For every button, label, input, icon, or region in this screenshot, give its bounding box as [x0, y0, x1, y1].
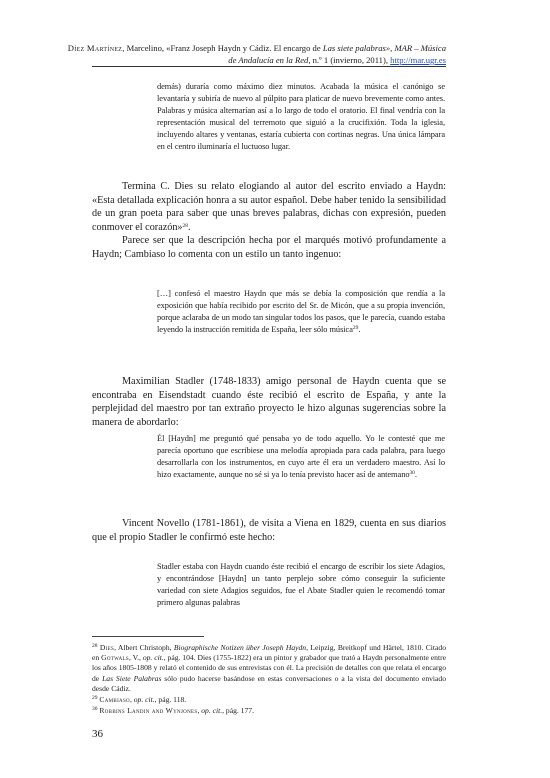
- quote-cambiaso-end: .: [358, 325, 361, 334]
- footnote-28-cited-author: Gotwals: [101, 653, 129, 663]
- footnote-30: [92, 706, 446, 716]
- quote-oratorio-description: demás) duraría como máximo diez minutos. Acabada la música el canónigo se levantaría y subiría de nuevo al púlpito para platicar de nuevo brevemente como antes. Palabras y música alternarían así a lo largo de todo el oratorio. El final vendría con la representación musical del terremoto que siguió a la crucifixión. Toda la iglesia, incluyendo altares y ventanas, estaría cubierta con cortinas negras. Una única lámpara en el centro iluminaría el luctuoso lugar.: [157, 82, 445, 151]
- footnote-28-text-c: , V.,: [128, 653, 143, 663]
- header-journal: », MAR – Música de Andalucía en la Red: [228, 43, 446, 65]
- paragraph-novello: Vincent Novello (1781-1861), de visita a Viena en 1829, cuenta en sus diarios que el propio Stadler le confirmó este hecho:: [92, 518, 446, 543]
- footnote-29-opcit: op. cit.: [133, 695, 155, 705]
- paragraph-dies: [92, 180, 446, 234]
- footnote-ref-30[interactable]: 30: [409, 470, 415, 476]
- footnote-28-text-e: sólo pudo hacerse basándose en estas conversaciones o a la vista del documento enviado desde Cádiz.: [92, 673, 446, 693]
- quote-cambiaso-text: […] confesó el maestro Haydn que más se debía la composición que rendía a la exposición que había recibido por escrito del Sr. de Micón, que a su propia invención, porque aclaraba de un modo tan singular todos los pasos, que le parecía, cuando estaba leyendo la instrucción remitida de España, leer sólo música: [157, 289, 445, 334]
- footnote-30-text-b: , pág. 177.: [222, 706, 254, 716]
- header-citation: , Marcelino, «Franz Joseph Haydn y Cádiz. El encargo de: [122, 43, 323, 53]
- footnote-ref-29[interactable]: 29: [352, 325, 359, 331]
- footnote-28-text-a: , Albert Christoph,: [114, 643, 174, 652]
- paragraph-cambiaso: Parece ser que la descripción hecha por el marqués motivó profundamente a Haydn; Cambiaso lo comenta con un estilo un tanto ingenuo:: [92, 235, 446, 260]
- footnote-28-work: Las Siete Palabras: [102, 673, 162, 683]
- quote-novello: Stadler estaba con Haydn cuando éste recibió el encargo de escribir los siete Adagios, y encontrándose [Haydn] un tanto perplejo sobre cómo conseguir la suficiente variedad con siete Adagios seguidos, fue el Abate Stadler quien le recomendó tomar primero algunas palabras: [157, 562, 445, 607]
- footnotes: [92, 643, 446, 717]
- footnote-29-text-b: , pág. 118.: [154, 695, 187, 705]
- footnote-29-text-a: ,: [129, 695, 134, 705]
- quote-stadler-text: Él [Haydn] me preguntó qué pensaba yo de todo aquello. Yo le contesté que me parecía oportuno que escribiese una melodía apropiada para cada palabra, para luego desarrollarla con los instrumentos, en cuyo arte él era un verdadero maestro. Así lo hizo exactamente, aunque no sé si ya lo tenía previsto hacer así de antemano: [157, 434, 445, 479]
- footnote-30-author: Robbins Landin and Wynjones: [99, 706, 198, 716]
- quote-stadler: [157, 433, 445, 481]
- footnote-30-opcit: op. cit.: [201, 706, 223, 716]
- footnote-29-author: Cambiaso: [99, 695, 130, 705]
- footnote-28-author: Dies: [99, 643, 115, 652]
- header-work-title: Las siete palabras: [322, 43, 386, 53]
- paragraph-dies-end: .: [188, 221, 191, 233]
- footnote-29: [92, 695, 446, 705]
- page-number: 36: [92, 728, 103, 740]
- running-header: [66, 42, 446, 66]
- journal-link[interactable]: http://mar.ugr.es: [390, 55, 446, 65]
- footnote-ref-28[interactable]: 28: [182, 222, 189, 229]
- footnote-28-number: 28: [92, 643, 98, 649]
- paragraph-dies-text: Termina C. Dies su relato elogiando al autor del escrito enviado a Haydn: «Esta detallada explicación honra a su autor español. Debe haber tenido la sensibilidad de un gran poeta para saber que unas breves palabras, dichas con expresión, pueden conmover el corazón»: [92, 181, 446, 233]
- quote-cambiaso: [157, 288, 445, 336]
- quote-stadler-end: .: [414, 470, 417, 479]
- header-author: Díez Martínez: [67, 43, 123, 53]
- footnote-29-number: 29: [92, 695, 98, 702]
- footnote-28: [92, 643, 446, 694]
- footnote-30-text-a: ,: [197, 706, 202, 716]
- footnote-28-opcit: op. cit.: [142, 653, 164, 663]
- footnote-30-number: 30: [92, 706, 98, 713]
- paragraph-stadler: Maximilian Stadler (1748-1833) amigo personal de Haydn cuenta que se encontraba en Eisendstadt cuando éste recibió el escrito de España, y ante la perplejidad del maestro por tan extraño proyecto le hizo algunas sugerencias sobre la manera de abordarlo:: [92, 376, 446, 428]
- header-issue: , n.º 1 (invierno, 2011),: [308, 55, 391, 65]
- footnote-28-text-d: , pág. 104. Dies (1755-1822) era un pintor y grabador que trató a Haydn personalmente entre los años 1805-1808 y relató el contenido de sus entrevistas con él. La precisión de detalles con que relata el encargo de: [92, 653, 446, 683]
- footnote-28-text-b: , Leipzig, Breitkopf und Härtel, 1810. Citado en: [92, 643, 446, 663]
- footnote-28-title: Biographische Notizen über Joseph Haydn: [173, 643, 307, 652]
- footnote-separator: [92, 636, 204, 637]
- header-rule: [92, 66, 446, 67]
